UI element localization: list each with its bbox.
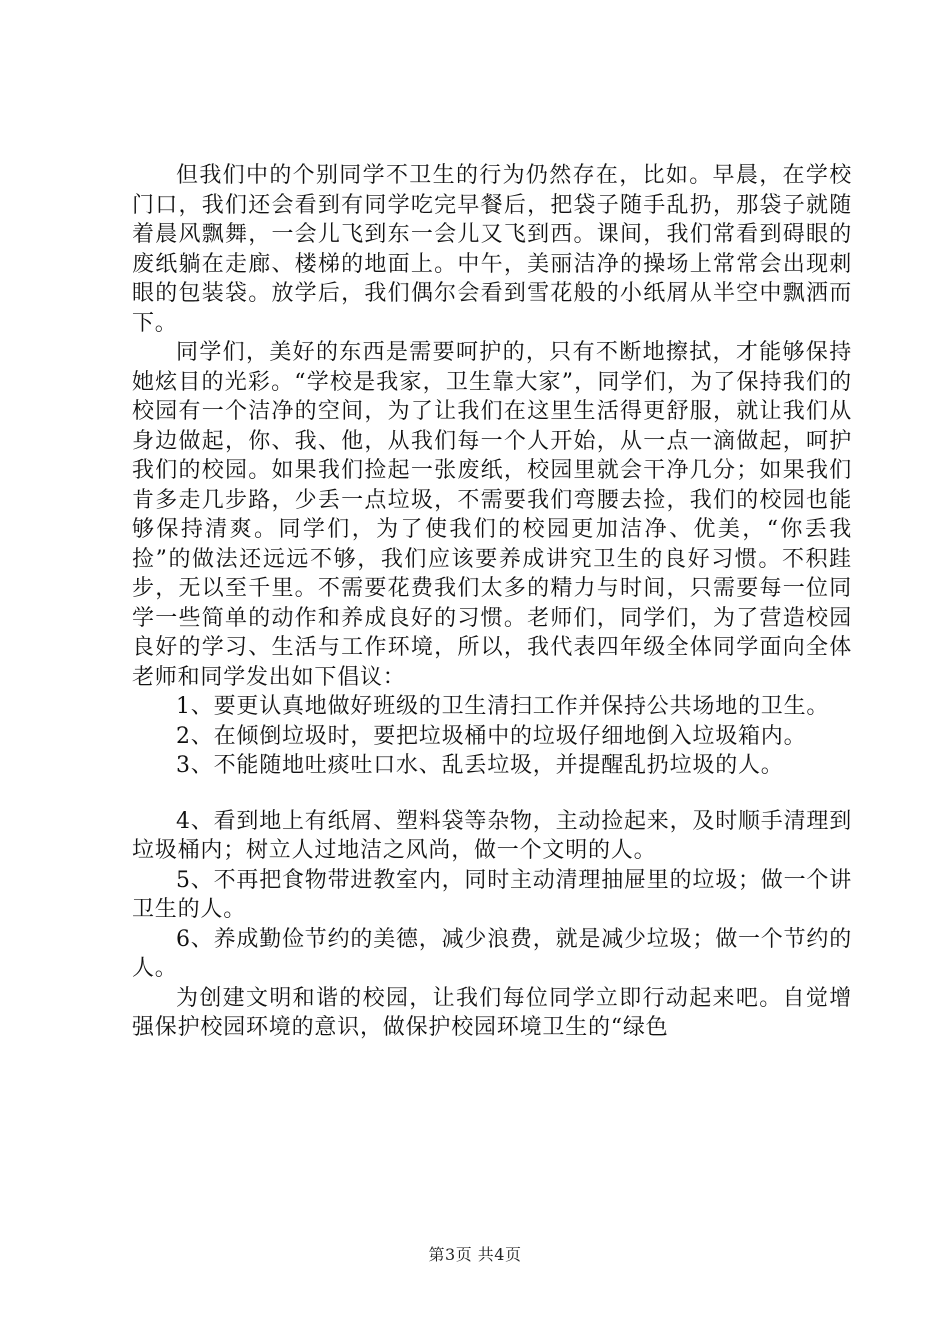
page-number-label: 第3页 共4页	[428, 1245, 522, 1264]
proposal-item-6: 6、养成勤俭节约的美德，减少浪费，就是减少垃圾；做一个节约的人。	[132, 926, 852, 981]
paragraph-closing: 为创建文明和谐的校园，让我们每位同学立即行动起来吧。自觉增强保护校园环境的意识，做保护校园环境卫生的“绿色	[132, 985, 852, 1040]
proposal-item-2: 2、在倾倒垃圾时，要把垃圾桶中的垃圾仔细地倒入垃圾箱内。	[176, 723, 807, 749]
proposal-item-1: 1、要更认真地做好班级的卫生清扫工作并保持公共场地的卫生。	[176, 694, 830, 719]
proposal-item-3: 3、不能随地吐痰吐口水、乱丢垃圾，并提醒乱扔垃圾的人。	[176, 753, 784, 778]
page-footer	[0, 1242, 950, 1265]
paragraph-littering-examples: 但我们中的个别同学不卫生的行为仍然存在，比如。早晨，在学校门口，我们还会看到有同学吃完早餐后，把袋子随手乱扔，那袋子就随着晨风飘舞，一会儿飞到东一会儿又飞到西。课间，我们常看到碍眼的废纸躺在走廊、楼梯的地面上。中午，美丽洁净的操场上常常会出现刺眼的包装袋。放学后，我们偶尔会看到雪花般的小纸屑从半空中飘洒而下。	[132, 163, 852, 336]
proposal-item-5: 5、不再把食物带进教室内，同时主动清理抽屉里的垃圾；做一个讲卫生的人。	[132, 867, 852, 922]
document-body	[132, 161, 852, 1043]
paragraph-call-to-action: 同学们，美好的东西是需要呵护的，只有不断地擦拭，才能够保持她炫目的光彩。“学校是我家，卫生靠大家”，同学们，为了保持我们的校园有一个洁净的空间，为了让我们在这里生活得更舒服，就让我们从身边做起，你、我、他，从我们每一个人开始，从一点一滴做起，呵护我们的校园。如果我们捡起一张废纸，校园里就会干净几分；如果我们肯多走几步路，少丢一点垃圾，不需要我们弯腰去捡，我们的校园也能够保持清爽。同学们，为了使我们的校园更加洁净、优美，“你丢我捡”的做法还远远不够，我们应该要养成讲究卫生的良好习惯。不积跬步，无以至千里。不需要花费我们太多的精力与时间，只需要每一位同学一些简单的动作和养成良好的习惯。老师们，同学们，为了营造校园良好的学习、生活与工作环境，所以，我代表四年级全体同学面向全体老师和同学发出如下倡议：	[132, 340, 852, 690]
proposal-item-4: 4、看到地上有纸屑、塑料袋等杂物，主动捡起来，及时顺手清理到垃圾桶内；树立人过地洁之风尚，做一个文明的人。	[132, 808, 852, 863]
